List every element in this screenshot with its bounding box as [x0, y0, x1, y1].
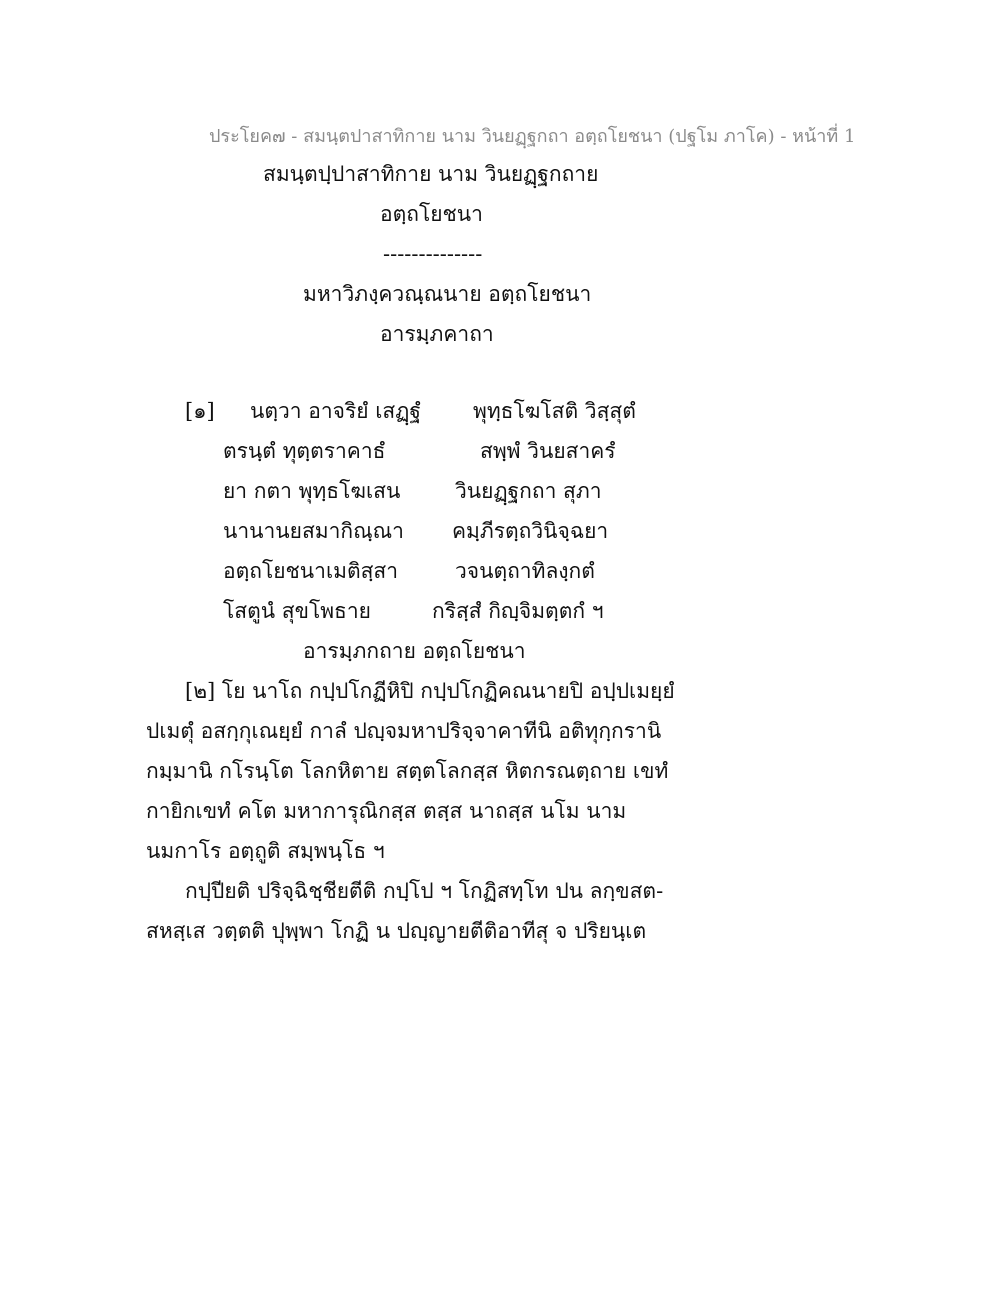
verse-right: สพฺพํ วินยสาครํ: [480, 439, 616, 463]
verse-right: พุทฺธโฆโสติ วิสฺสุตํ: [473, 399, 636, 423]
verse-right: คมฺภีรตฺถวินิจฺฉยา: [452, 519, 609, 543]
paragraph-line: กายิกเขทํ คโต มหาการุณิกสฺส ตสฺส นาถสฺส นโม นาม: [146, 799, 627, 823]
verse-left: ตรนฺตํ ทุตฺตราคาธํ: [223, 439, 386, 463]
paragraph-line: กปฺปียติ ปริจฺฉิชฺชียตีติ กปฺโป ฯ โกฏิสทฺโท ปน ลกฺขสต-: [185, 879, 664, 903]
doc-title-3: มหาวิภงฺควณฺณนาย อตฺถโยชนา: [303, 282, 592, 306]
verse-right: กริสฺสํ กิญฺจิมตฺตกํ ฯ: [432, 599, 604, 623]
verse-left: ยา กตา พุทฺธโฆเสน: [223, 479, 401, 503]
page-header: ประโยค๗ - สมนฺตปาสาทิกาย นาม วินยฏฺฐกถา อตฺถโยชนา (ปฐโม ภาโค) - หน้าที่ 1: [209, 126, 856, 147]
verse-number: [๑]: [185, 399, 215, 423]
paragraph-line: ปเมตุํ อสกฺกุเณยฺยํ กาลํ ปญฺจมหาปริจฺจาคาทีนิ อติทุกฺกรานิ: [146, 719, 662, 743]
verse-left: นานานยสมากิณฺณา: [223, 519, 404, 543]
verse-left: นตฺวา อาจริยํ เสฏฺฐํ: [250, 399, 421, 423]
paragraph-line: สหสฺเส วตฺตติ ปุพฺพา โกฏิ น ปญฺญายตีติอาทีสุ จ ปริยนฺเต: [146, 919, 647, 943]
paragraph-line: [๒] โย นาโถ กปฺปโกฏีหิปิ กปฺปโกฏิคณนายปิ อปฺปเมยฺยํ: [185, 679, 675, 703]
separator: --------------: [383, 242, 483, 266]
verse-left: อตฺถโยชนาเมติสฺสา: [223, 559, 399, 583]
verse-left: โสตูนํ สุขโพธาย: [223, 599, 371, 623]
verse-right: วจนตฺถาทิลงฺกตํ: [455, 559, 595, 583]
doc-title-2: อตฺถโยชนา: [380, 202, 483, 226]
doc-title-4: อารมฺภคาถา: [380, 322, 494, 346]
verse-right: วินยฏฺฐกถา สุภา: [455, 479, 602, 503]
section-title: อารมฺภกถาย อตฺถโยชนา: [303, 639, 526, 663]
doc-title-1: สมนฺตปฺปาสาทิกาย นาม วินยฏฺฐกถาย: [263, 162, 599, 186]
paragraph-line: กมฺมานิ กโรนฺโต โลกหิตาย สตฺตโลกสฺส หิตกรณตฺถาย เขทํ: [146, 759, 669, 783]
paragraph-line: นมกาโร อตฺถูติ สมฺพนฺโธ ฯ: [146, 839, 385, 863]
